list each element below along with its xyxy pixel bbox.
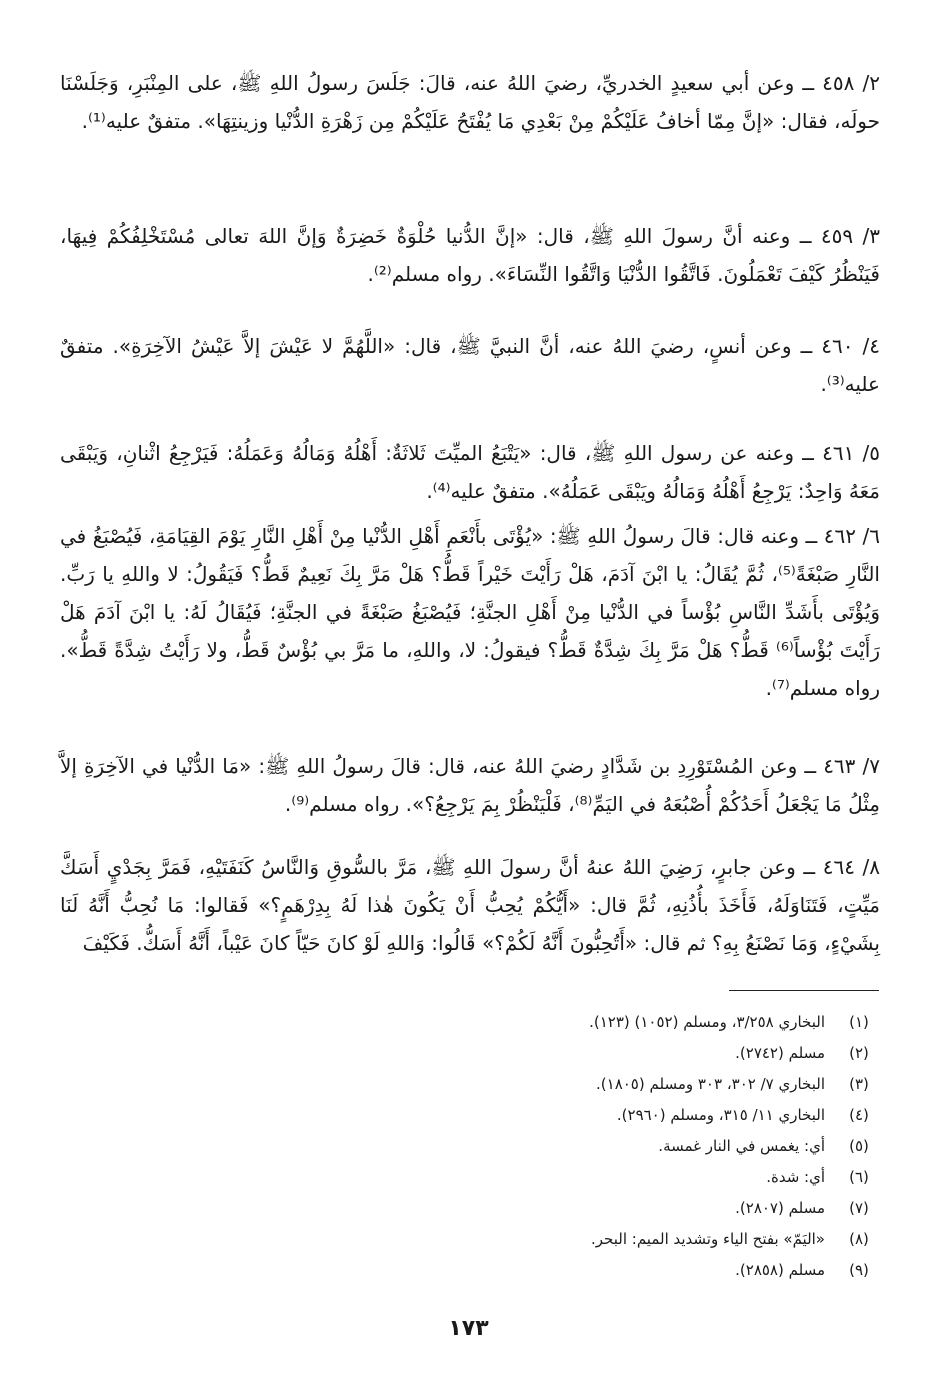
footnote-item <box>119 1099 879 1130</box>
footnote-number: (٧) <box>849 1198 869 1217</box>
footnote-text: أي: يغمس في النار غمسة. <box>658 1136 825 1155</box>
hadith-paragraph: ٦/ ٤٦٢ ــ وعنه قال: قالَ رسولُ اللهِ ﷺ: «يُؤْتَى بأَنْعَمِ أَهْلِ الدُّنْيا مِنْ أَهْلِ النَّارِ يَوْمَ القِيَامَةِ، فَيُصْبَغُ في النَّارِ صَبْغَةً⁽⁵⁾، ثُمَّ يُقَالُ: يا ابْنَ آدَمَ، هَلْ رَأَيْتَ خَيْراً قَطُّ؟ هَلْ مَرَّ بِكَ نَعِيمٌ قَطُّ؟ فَيَقُولُ: لا واللهِ يا رَبِّ. وَيُؤْتَى بأَشَدِّ النَّاسِ بُؤْساً في الدُّنْيا مِنْ أَهْلِ الجنَّةِ؛ فَيُصْبَغُ صَبْغَةً في الجنَّةِ؛ فَيُقَالُ لَهُ: يا ابْنَ آدَمَ هَلْ رَأَيْتَ بُؤْساً⁽⁶⁾ قَطُّ؟ هَلْ مَرَّ بِكَ شِدَّةٌ قَطُّ؟ فيقولُ: لا، واللهِ، ما مَرَّ بي بُؤْسٌ قَطُّ، ولا رَأَيْتُ شِدَّةً قَطُّ». رواه مسلم⁽⁷⁾. <box>60 524 880 700</box>
footnotes-list <box>119 1006 879 1285</box>
footnote-number: (٨) <box>849 1229 869 1248</box>
hadith-paragraph: ٤/ ٤٦٠ ــ وعن أنسٍ، رضيَ اللهُ عنه، أنَّ النبيَّ ﷺ، قال: «اللَّهُمَّ لا عَيْشَ إلاَّ عَيْشُ الآخِرَةِ». متفقٌ عليه⁽³⁾. <box>60 334 880 396</box>
footnote-item <box>119 1254 879 1285</box>
footnote-text: البخاري ٣/٢٥٨، ومسلم (١٠٥٢) (١٢٣). <box>589 1012 825 1031</box>
footnote-number: (٤) <box>849 1105 869 1124</box>
footnote-text: مسلم (٢٨٥٨). <box>735 1260 825 1279</box>
footnote-text: البخاري ٧/ ٣٠٢، ٣٠٣ ومسلم (١٨٠٥). <box>596 1074 825 1093</box>
footnote-item <box>119 1192 879 1223</box>
hadith-paragraph: ٣/ ٤٥٩ ــ وعنه أنَّ رسولَ اللهِ ﷺ، قال: «إنَّ الدُّنيا حُلْوَةٌ خَضِرَةٌ وَإنَّ اللهَ تعالى مُسْتَخْلِفُكُمْ فِيهَا، فَيَنْظُرُ كَيْفَ تَعْمَلُونَ. فَاتَّقُوا الدُّنْيَا وَاتَّقُوا النِّسَاءَ». رواه مسلم⁽²⁾. <box>60 224 880 286</box>
footnote-number: (٢) <box>849 1043 869 1062</box>
footnote-separator <box>729 990 879 991</box>
footnote-text: البخاري ١١/ ٣١٥، ومسلم (٢٩٦٠). <box>616 1105 825 1124</box>
footnote-text: «اليَمّ» بفتح الياء وتشديد الميم: البحر. <box>591 1229 825 1248</box>
footnote-text: أي: شدة. <box>766 1167 825 1186</box>
footnote-item <box>119 1037 879 1068</box>
footnote-item <box>119 1161 879 1192</box>
hadith-paragraph: ٧/ ٤٦٣ ــ وعن المُسْتَوْرِدِ بن شَدَّادٍ رضيَ اللهُ عنه، قال: قالَ رسولُ اللهِ ﷺ: «مَا الدُّنْيا في الآخِرَةِ إلاَّ مِثْلُ مَا يَجْعَلُ أَحَدُكُمْ أُصْبُعَهُ في اليَمِّ⁽⁸⁾، فَلْيَنْظُرْ بِمَ يَرْجِعُ؟». رواه مسلم⁽⁹⁾. <box>60 754 880 816</box>
footnote-item <box>119 1068 879 1099</box>
footnote-number: (٥) <box>849 1136 869 1155</box>
hadith-paragraph: ٢/ ٤٥٨ ــ وعن أبي سعيدٍ الخدريِّ، رضيَ اللهُ عنه، قالَ: جَلَسَ رسولُ اللهِ ﷺ، على المِنْبَرِ، وَجَلَسْنَا حولَه، فقال: «إنَّ مِمّا أخافُ عَلَيْكُمْ مِنْ بَعْدِي مَا يُفْتَحُ عَلَيْكُمْ مِن زَهْرَةِ الدُّنْيا وزينتِهَا». متفقٌ عليه⁽¹⁾. <box>60 71 880 133</box>
footnote-item <box>119 1223 879 1254</box>
footnote-item <box>119 1130 879 1161</box>
footnote-number: (١) <box>849 1012 869 1031</box>
footnote-item <box>119 1006 879 1037</box>
page-number: ١٧٣ <box>448 1316 489 1341</box>
footnote-text: مسلم (٢٧٤٢). <box>735 1043 825 1062</box>
footnote-text: مسلم (٢٨٠٧). <box>735 1198 825 1217</box>
footnote-number: (٩) <box>849 1260 869 1279</box>
hadith-paragraph: ٨/ ٤٦٤ ــ وعن جابرٍ، رَضِيَ اللهُ عنهُ أنَّ رسولَ اللهِ ﷺ، مَرَّ بالسُّوقِ وَالنَّاسُ كَنَفَتَيْهِ، فَمَرَّ بِجَدْيٍ أَسَكَّ مَيِّتٍ، فَتَنَاوَلَهُ، فَأَخَذَ بأُذُنِهِ، ثُمَّ قال: «أَيُّكُمْ يُحِبُّ أَنْ يَكُونَ هٰذا لَهُ بِدِرْهَمٍ؟» فَقالوا: مَا نُحِبُّ أَنَّهُ لَنَا بِشَيْءٍ، وَمَا نَصْنَعُ بِهِ؟ ثم قال: «أَتُحِبُّونَ أَنَّهُ لَكُمْ؟» قَالُوا: وَاللهِ لَوْ كانَ حَيّاً كانَ عَيْباً، أَنَّهُ أَسَكُّ. فَكَيْفَ <box>60 855 880 955</box>
footnote-number: (٣) <box>849 1074 869 1093</box>
footnote-number: (٦) <box>849 1167 869 1186</box>
hadith-paragraph: ٥/ ٤٦١ ــ وعنه عن رسول اللهِ ﷺ، قال: «يَتْبَعُ الميِّتَ ثَلاثَةٌ: أَهْلُهُ وَمَالُهُ وَعَمَلُهُ: فَيَرْجِعُ اثْنانِ، وَيَبْقَى مَعَهُ وَاحِدٌ: يَرْجِعُ أَهْلُهُ وَمَالُهُ ويَبْقَى عَمَلُهُ». متفقٌ عليه⁽⁴⁾. <box>60 441 880 503</box>
